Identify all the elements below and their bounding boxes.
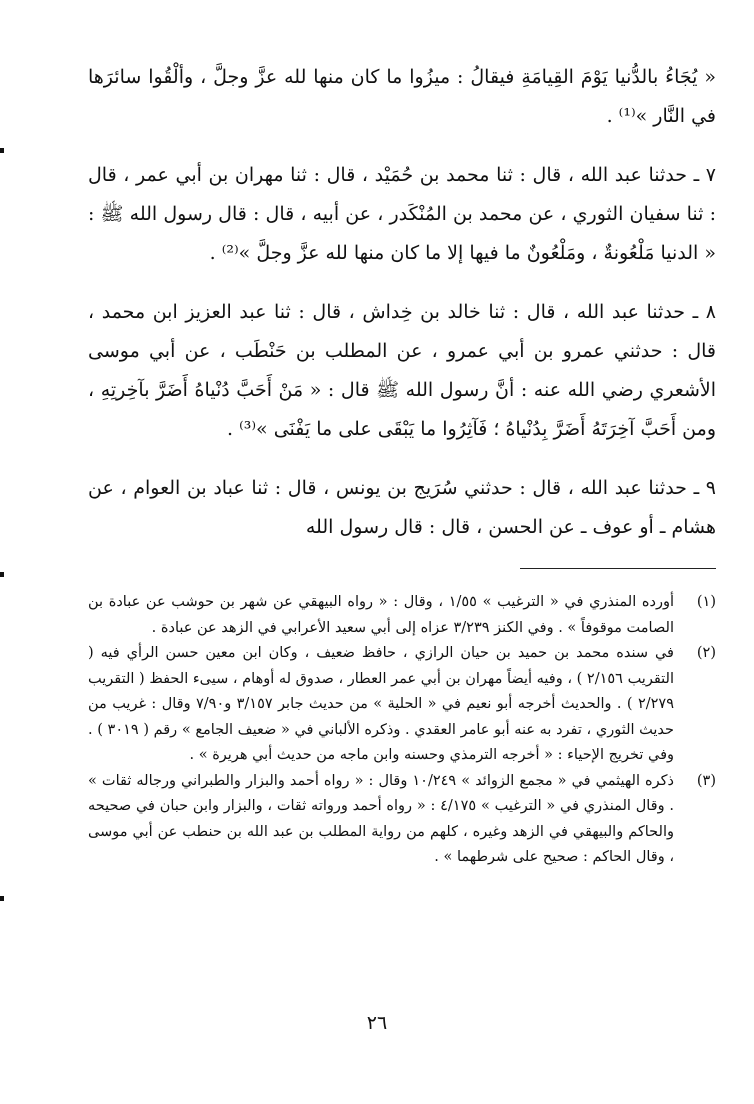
footnote-3 (88, 769, 716, 871)
footnote-2 (88, 641, 716, 769)
footnote-1 (88, 590, 716, 641)
paragraph-hadith-9: ٩ ـ حدثنا عبد الله ، قال : حدثني سُرَيج بن يونس ، قال : ثنا عباد بن العوام ، عن هشام ـ أو عوف ـ عن الحسن ، قال : قال رسول الله (88, 477, 716, 538)
paragraph-hadith-8: ٨ ـ حدثنا عبد الله ، قال : ثنا خالد بن خِداش ، قال : ثنا عبد العزيز ابن محمد ، قال : حدثني عمرو بن أبي عمرو ، عن المطلب بن حَنْطَب ، عن أبي موسى الأشعري رضي الله عنه : أنَّ رسول الله ﷺ قال : « مَنْ أَحَبَّ دُنْياهُ أَضَرَّ بآخِرتِهِ ، ومن أَحَبَّ آخِرَتَهُ أَضَرَّ بِدُنْياهُ ؛ فَآثِرُوا ما يَبْقَى على ما يَفْنَى »⁽³⁾ . (88, 301, 716, 440)
footnote-number: (٢) (696, 645, 716, 661)
footnote-separator (520, 568, 716, 569)
paragraph-quote-end: « يُجَاءُ بالدُّنيا يَوْمَ القِيامَةِ فيقالُ : ميزُوا ما كان منها لله عزَّ وجلَّ ، وألْقُوا سائرَها في النَّار »⁽¹⁾ . (88, 66, 716, 127)
paragraph-hadith-7: ٧ ـ حدثنا عبد الله ، قال : ثنا محمد بن حُمَيْد ، قال : ثنا مهران بن أبي عمر ، قال : ثنا سفيان الثوري ، عن محمد بن المُنْكَدر ، عن أبيه ، قال : قال رسول الله ﷺ : « الدنيا مَلْعُونةٌ ، ومَلْعُونٌ ما فيها إلا ما كان منها لله عزَّ وجلَّ »⁽²⁾ . (88, 164, 716, 264)
footnote-number: (٣) (696, 772, 716, 789)
scan-mark (0, 896, 4, 901)
scan-mark (0, 572, 4, 577)
footnote-text: في سنده محمد بن حميد بن حيان الرازي ، حافظ ضعيف ، وكان ابن معين حسن الرأي فيه ( التقريب ٢/١٥٦ ) ، وفيه أيضاً مهران بن أبي عمر العطار ، صدوق له أوهام ، سيىء الحفظ ( التقريب ٢/٢٧٩ ) . والحديث أخرجه أبو نعيم في « الحلية » من حديث جابر ٣/١٥٧ و٧/٩٠ وقال : غريب من حديث الثوري ، تفرد به عنه أبو عامر العقدي . وذكره الألباني في « ضعيف الجامع » رقم ( ٣٠١٩ ) . وفي تخريج الإحياء : « أخرجه الترمذي وحسنه وابن ماجه من حديث أبي هريرة » . (88, 645, 675, 763)
footnote-number: (١) (696, 594, 716, 610)
footnotes (88, 590, 716, 871)
main-text (88, 58, 716, 567)
footnote-text: أورده المنذري في « الترغيب » ١/٥٥ ، وقال : « رواه البيهقي عن شهر بن حوشب عن عبادة بن الصامت موقوفاً » . وفي الكنز ٣/٢٣٩ عزاه إلى أبي سعيد الأعرابي في الزهد عن عبادة . (88, 594, 674, 636)
footnote-text: ذكره الهيثمي في « مجمع الزوائد » ١٠/٢٤٩ وقال : « رواه أحمد والبزار والطبراني ورجاله ثقات » . وقال المنذري في « الترغيب » ٤/١٧٥ : « رواه أحمد ورواته ثقات ، والبزار وابن حبان في صحيحه والحاكم والبيهقي في الزهد وغيره ، كلهم من رواية المطلب بن عبد الله بن حنطب عن أبي موسى ، وقال الحاكم : صحيح على شرطهما » . (88, 772, 674, 865)
page-number: ٢٦ (366, 1012, 388, 1034)
scan-mark (0, 148, 4, 153)
